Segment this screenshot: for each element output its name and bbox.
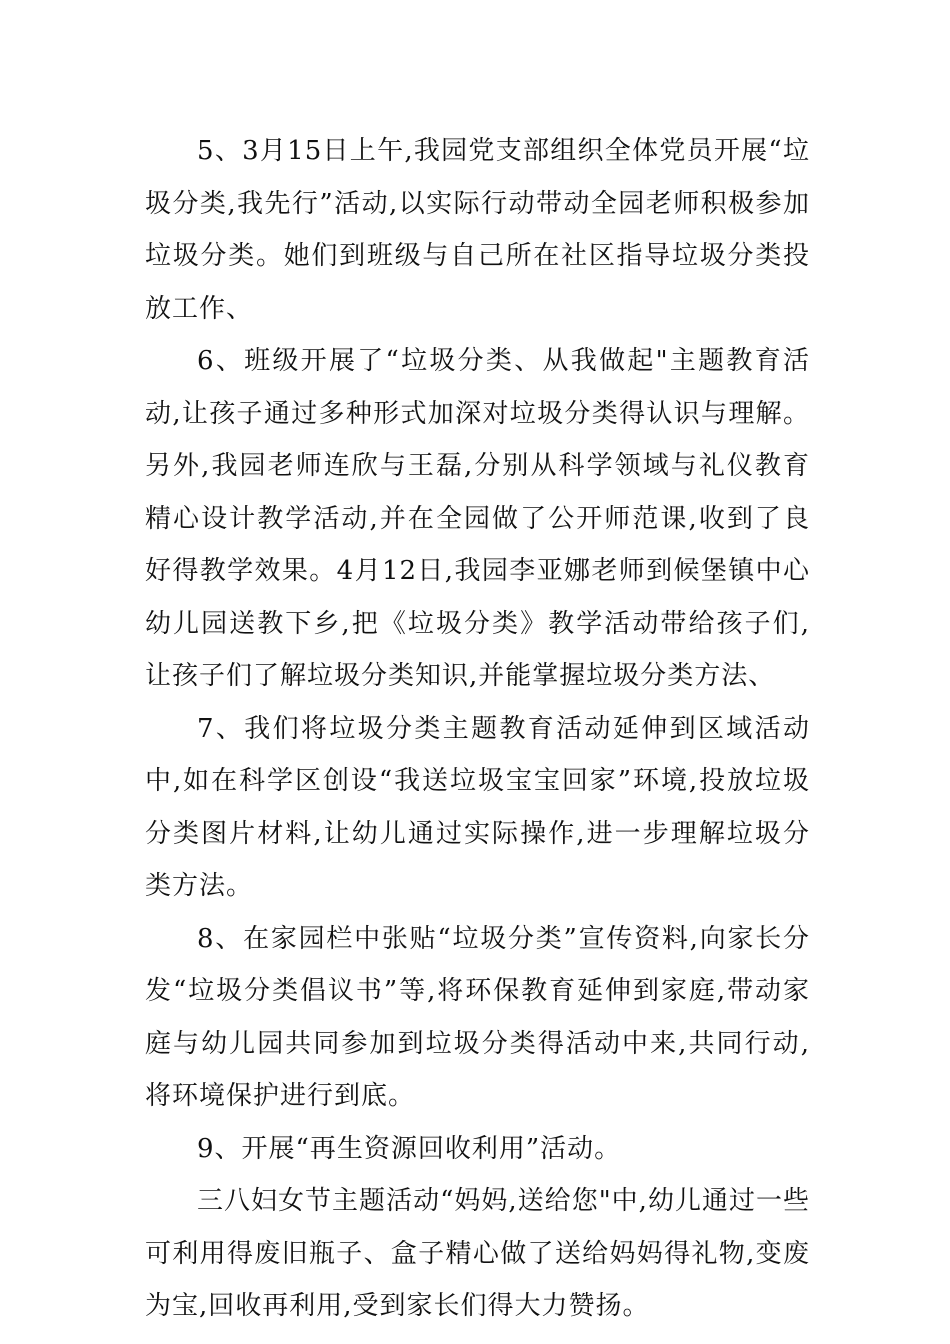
document-body: [145, 125, 810, 1333]
paragraph-item-7: 7、我们将垃圾分类主题教育活动延伸到区域活动中,如在科学区创设“我送垃圾宝宝回家”环境,投放垃圾分类图片材料,让幼儿通过实际操作,进一步理解垃圾分类方法。: [145, 713, 810, 901]
paragraph-item-8: 8、在家园栏中张贴“垃圾分类”宣传资料,向家长分发“垃圾分类倡议书”等,将环保教育延伸到家庭,带动家庭与幼儿园共同参加到垃圾分类得活动中来,共同行动,将环境保护进行到底。: [145, 923, 810, 1111]
paragraph-item-9: 9、开展“再生资源回收利用”活动。: [197, 1133, 622, 1164]
paragraph-item-6: 6、班级开展了“垃圾分类、从我做起"主题教育活动,让孩子通过多种形式加深对垃圾分类得认识与理解。另外,我园老师连欣与王磊,分别从科学领域与礼仪教育精心设计教学活动,并在全园做了公开师范课,收到了良好得教学效果。4月12日,我园李亚娜老师到候堡镇中心幼儿园送教下乡,把《垃圾分类》教学活动带给孩子们,让孩子们了解垃圾分类知识,并能掌握垃圾分类方法、: [145, 346, 810, 691]
paragraph-womens-day: 三八妇女节主题活动“妈妈,送给您"中,幼儿通过一些可利用得废旧瓶子、盒子精心做了送给妈妈得礼物,变废为宝,回收再利用,受到家长们得大力赞扬。: [145, 1186, 810, 1321]
paragraph-item-5: 5、3月15日上午,我园党支部组织全体党员开展“垃圾分类,我先行”活动,以实际行动带动全园老师积极参加垃圾分类。她们到班级与自己所在社区指导垃圾分类投放工作、: [145, 136, 810, 324]
